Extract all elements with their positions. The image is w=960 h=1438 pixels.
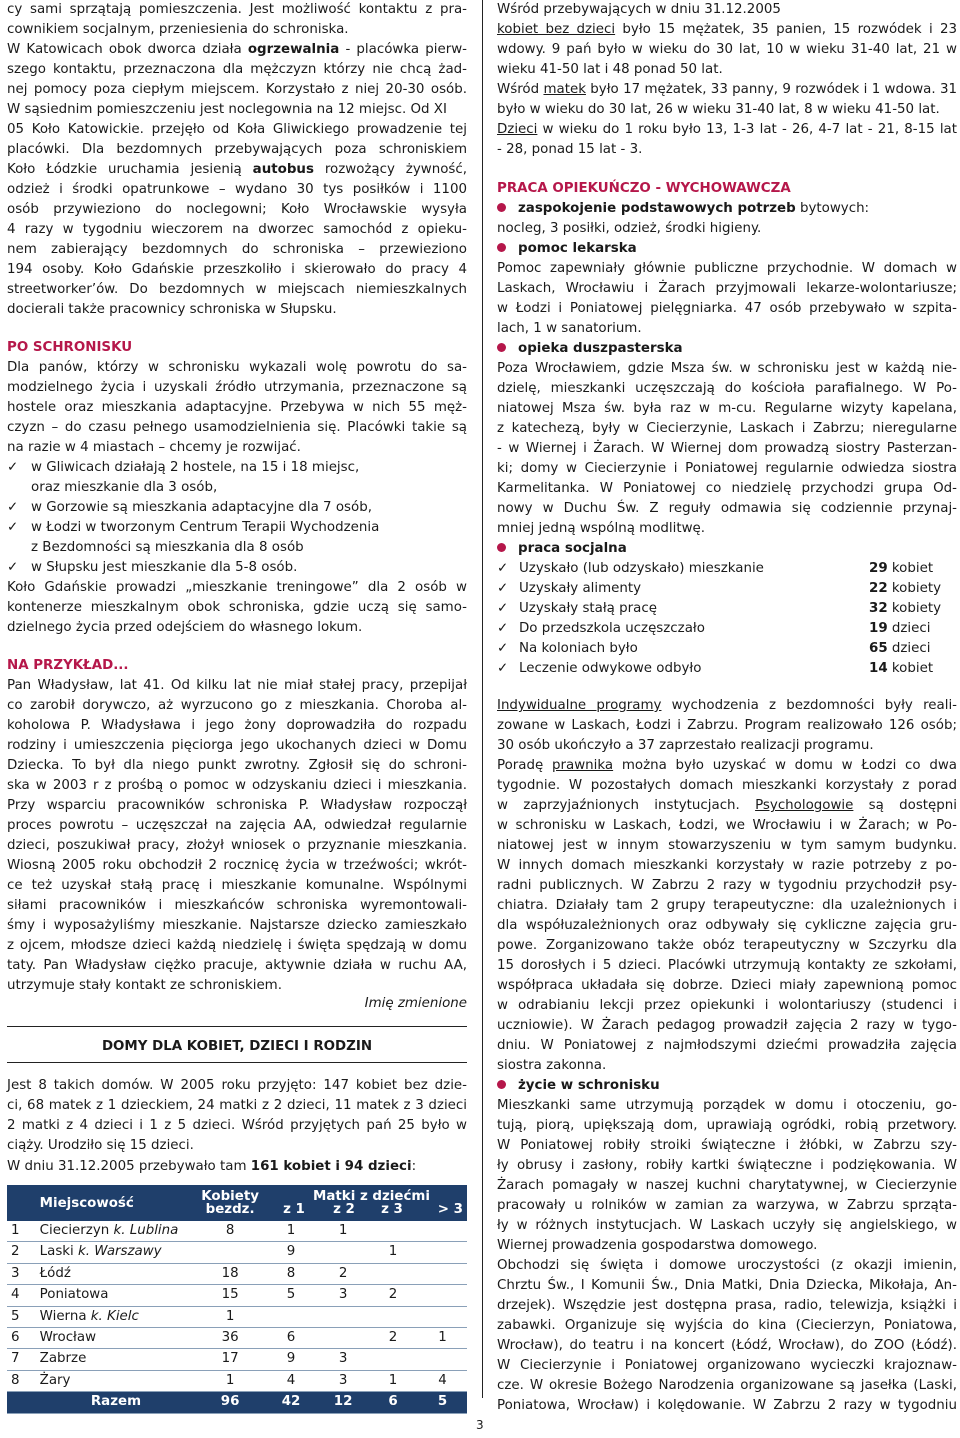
mothers-3-cell: [368, 1349, 418, 1370]
list-item: ✓ Uzyskało (lub odzyskało) mieszkanie 29 kobiet: [497, 559, 957, 579]
text-line: ce też uzyskał stałą pracę i mieszkanie komunalne. Wspólnymi: [7, 878, 467, 893]
mothers-gt3-cell: [418, 1285, 467, 1306]
text-line: ci, 68 matek z 1 dzieckiem, 24 matki z 2 dzieci, 11 matek z 3 dzieci: [7, 1098, 467, 1113]
text-line: Poradę prawnika można było uzyskać w domu w Łodzi co dwa: [497, 758, 958, 773]
text-line: hostele oraz mieszkania adaptacyjne. Przebywa w nich 55 męż-: [7, 400, 467, 415]
mothers-2-cell: 3: [318, 1349, 368, 1370]
text-line: tygodnie. W pozostałych domach mieszkanki korzystały z porad: [497, 778, 957, 793]
text-line: cownikiem socjalnym, przeniesienia do schroniska.: [7, 22, 349, 37]
page-number: 3: [476, 1418, 484, 1432]
mothers-3-cell: [368, 1263, 418, 1284]
header-city: Miejscowość: [36, 1185, 197, 1221]
list-item: ✓ Na koloniach było 65 dzieci: [497, 639, 957, 659]
row-number: 6: [7, 1328, 36, 1349]
text-line: było w wieku do 30 lat, 26 w wieku 31-40 lat, 8 w wieku 41-50 lat.: [497, 102, 940, 117]
table-row: [7, 1306, 467, 1327]
text-line: kontenerze mieszkalnym obok schroniska, gdzie uczą się samo-: [7, 600, 467, 615]
mothers-2-cell: 1: [318, 1221, 368, 1242]
row-number: 5: [7, 1306, 36, 1327]
table-row: [7, 1328, 467, 1349]
text-line: 30 osób ukończyło a 37 zaprzestało realizacji programu.: [497, 738, 874, 753]
city-cell: Zabrze: [36, 1349, 197, 1370]
text-line: utrzymuje stały kontakt ze schroniskiem.: [7, 978, 282, 993]
list-item: ✓ Uzyskały stałą pracę 32 kobiety: [497, 599, 957, 619]
table-total-row: [7, 1392, 467, 1413]
signature-note: Imię zmienione: [364, 996, 467, 1011]
text-line: Wśród matek było 17 mężatek, 33 panny, 9 rozwódek i 1 wdowa. 31: [497, 82, 957, 97]
text-line: koholowa P. Władysława i jego żony doprowadziła do rozpadu: [7, 718, 467, 733]
text-line: W sąsiednim pomieszczeniu jest noclegownia na 12 miejsc. Od XI: [7, 102, 447, 117]
text-line: powe. Zorganizowano także obóz terapeutyczny w Szczyrku dla: [497, 938, 957, 953]
text-line: tują, piorą, upiększają dom, uprawiają ogródki, robią przetwory.: [497, 1118, 957, 1133]
text-line: modzielnego życia i uzyskali źródło utrzymania, przeznaczone są: [7, 380, 467, 395]
section-heading: NA PRZYKŁAD...: [7, 658, 129, 673]
mothers-1-cell: 1: [264, 1221, 318, 1242]
mothers-1-cell: [264, 1306, 318, 1327]
total-cell: 6: [368, 1392, 418, 1413]
table-row: [7, 1285, 467, 1306]
mothers-3-cell: 2: [368, 1285, 418, 1306]
count: 14 kobiet: [869, 661, 934, 676]
bullet-item: praca socjalna: [497, 539, 957, 559]
text-line: pracowały u rolników w zamian za warzywa, w Zabrzu sprząta-: [497, 1198, 957, 1213]
row-number: 2: [7, 1242, 36, 1263]
list-item: oraz mieszkanie dla 3 osób,: [31, 480, 218, 495]
header-mothers: Matki z dziećmi z 1 z 2 z 3 > 3: [264, 1185, 467, 1221]
mothers-gt3-cell: [418, 1263, 467, 1284]
text-line: Chrztu Św., I Komunii Św., Dnia Matki, Dnia Dziecka, Mikołaja, An-: [497, 1278, 957, 1293]
total-cell: [7, 1392, 36, 1413]
text-line: zowane w Laskach, Łodzi i Zabrzu. Program realizowało 126 osób;: [497, 718, 957, 733]
total-cell: 5: [418, 1392, 467, 1413]
check-icon: ✓: [7, 560, 19, 575]
text-line: cy sami sprzątają pomieszczenia. Jest możliwość kontaktu z pra-: [7, 2, 467, 17]
text-line: dzieci, poszukiwał pracy, złożył wniosek o przyznanie mieszkania.: [7, 838, 467, 853]
women-cell: 15: [196, 1285, 264, 1306]
women-cell: 18: [196, 1263, 264, 1284]
text-line: Pan Władysław, lat 41. Od kilku lat nie miał stałej pracy, przepijał: [7, 678, 467, 693]
text-line: taty. Pan Władysław ciężko pracuje, aktywnie działa w ruchu AA,: [7, 958, 467, 973]
text-line: W Poniatowej robiły stroiki świąteczne i żłóbki, w Zabrzu szy-: [497, 1138, 957, 1153]
text-line: dzielę, mieszkanki uczęszczają do kościoła parafialnego. W Po-: [497, 381, 957, 396]
women-cell: [196, 1242, 264, 1263]
list-item: ✓ Uzyskały alimenty 22 kobiety: [497, 579, 957, 599]
list-item: ✓ Leczenie odwykowe odbyło 14 kobiet: [497, 659, 957, 679]
text-line: wdowy. 9 pań było w wieku do 30 lat, 10 w wieku 31-40 lat, 21 w: [497, 42, 957, 57]
text-line: Koło Łódzkie uruchamia jesienią autobus rozwożący żywność,: [7, 162, 467, 177]
city-cell: Poniatowa: [36, 1285, 197, 1306]
text-line: osób przywieziono do noclegowni; Koło Wrocławskie wysyła: [7, 202, 467, 217]
text-line: uczniowie). W Żarach pedagog prowadził zajęcia 2 razy w tygo-: [497, 1018, 957, 1033]
mothers-3-cell: [368, 1221, 418, 1242]
text-line: Poza Wrocławiem, gdzie Msza św. w schronisku jest w każdą nie-: [497, 361, 957, 376]
check-icon: ✓: [497, 581, 509, 596]
table-row: [7, 1242, 467, 1263]
mothers-2-cell: 3: [318, 1370, 368, 1391]
mothers-2-cell: [318, 1306, 368, 1327]
text-line: Dziecka. To był dla niego punkt zwrotny. Zgłosił się do schroni-: [7, 758, 467, 773]
women-cell: 8: [196, 1221, 264, 1242]
text-line: nem zabierający bezdomnych do schroniska – przewieziono: [7, 242, 467, 257]
text-line: proces powrotu – uczęszczał na zajęcia AA, odwiedzał regularnie: [7, 818, 467, 833]
text-line: z ojcem, młodsze dzieci każdą niedzielę i święta spędzają w domu: [7, 938, 467, 953]
count: 19 dzieci: [869, 621, 931, 636]
text-line: Laskach, Wrocławiu i Żarach przyjmowali lekarze-wolontariusze;: [497, 281, 957, 296]
mothers-3-cell: 1: [368, 1370, 418, 1391]
text-line: siostra zakonna.: [497, 1058, 607, 1073]
text-line: Żarach pomagały w naszej kuchni charytatywnej, w Ciecierzynie: [497, 1178, 957, 1193]
table-header-row: [7, 1185, 467, 1221]
count: 65 dzieci: [869, 641, 931, 656]
women-cell: 1: [196, 1306, 264, 1327]
text-line: 05 Koło Katowickie. przejęło od Koła Gliwickiego prowadzenie tej: [7, 122, 467, 137]
text-line: streetworker’ów. Do bezdomnych w miejscach niemieszkalnych: [7, 282, 467, 297]
bullet-item: opieka duszpasterska: [497, 339, 957, 359]
text-line: na razie w 4 miastach – chcemy je rozwijać.: [7, 440, 301, 455]
table-row: [7, 1370, 467, 1391]
text-line: Wiosną 2005 roku obchodził 2 rocznicę życia w trzeźwości; wkrót-: [7, 858, 467, 873]
city-cell: Wierna k. Kielc: [36, 1306, 197, 1327]
text-line: szego kontaktu, przeznaczona dla mężczyzn którzy nie chcą żad-: [7, 62, 467, 77]
count: 32 kobiety: [869, 601, 942, 616]
check-icon: ✓: [497, 641, 509, 656]
city-cell: Ciecierzyn k. Lublina: [36, 1221, 197, 1242]
text-line: placówki. Dla bezdomnych przebywających poza schroniskiem: [7, 142, 467, 157]
text-line: ki; domy w Ciecierzynie i Poniatowej regularnie odwiedza siostra: [497, 461, 957, 476]
text-line: 2 matki z 4 dzieci i 1 z 5 dzieci. Wśród przyjętych pań 25 było w: [7, 1118, 467, 1133]
bullet-item: pomoc lekarska: [497, 239, 957, 259]
text-line: chiatra. Działały tam 2 grupy terapeutyczne: dla uzależnionych i: [497, 898, 957, 913]
text-line: Jest 8 takich domów. W 2005 roku przyjęto: 147 kobiet bez dzie-: [7, 1078, 467, 1093]
city-cell: Laski k. Warszawy: [36, 1242, 197, 1263]
bullet-item: zaspokojenie podstawowych potrzeb bytowych:: [497, 199, 957, 219]
mothers-gt3-cell: [418, 1306, 467, 1327]
bullet-item: życie w schronisku: [497, 1076, 957, 1096]
mothers-1-cell: 8: [264, 1263, 318, 1284]
bullet-icon: [497, 543, 506, 552]
total-cell: 42: [264, 1392, 318, 1413]
section-heading: PO SCHRONISKU: [7, 340, 133, 355]
text-line: niatowej Msza św. była raz w m-cu. Regularne wizyty kapelana,: [497, 401, 957, 416]
text-line: Wśród przebywających w dniu 31.12.2005: [497, 2, 781, 17]
box-border-bottom: [7, 1062, 467, 1063]
text-line: Pomoc zapewniały głównie publiczne przychodnie. W domach w: [497, 261, 957, 276]
text-line: ły w różnych instytucjach. W Laskach uczyły się angielskiego, w: [497, 1218, 957, 1233]
text-line: 4 razy w tygodniu wieczorem na dworzec samochód z opieku-: [7, 222, 467, 237]
count: 29 kobiet: [869, 561, 934, 576]
text-line: Indywidualne programy wychodzenia z bezdomności były reali-: [497, 698, 957, 713]
text-line: Wrocław), do teatru i na koncert (Łódź, Wrocław), do ZOO (Łódź).: [497, 1338, 957, 1353]
text-line: mniej jedną wspólną modlitwę.: [497, 521, 706, 536]
mothers-1-cell: 9: [264, 1242, 318, 1263]
text-line: 194 osoby. Koło Gdańskie przeszkoliło i skierowało do pracy 4: [7, 262, 467, 277]
women-cell: 36: [196, 1328, 264, 1349]
list-item: ✓ w Gliwicach działają 2 hostele, na 15 i 18 miejsc,: [7, 458, 467, 478]
check-icon: ✓: [497, 561, 509, 576]
text-line: ska w 2003 r z prośbą o pomoc w odzyskaniu dzieci i mieszkania.: [7, 778, 467, 793]
mothers-1-cell: 4: [264, 1370, 318, 1391]
text-line: dla współuzależnionych oraz odbywały się cykliczne zajęcia gru-: [497, 918, 957, 933]
text-line: siłami pracowników i mieszkańców schroniska wyremontowali-: [7, 898, 467, 913]
mothers-3-cell: 1: [368, 1242, 418, 1263]
bullet-icon: [497, 243, 506, 252]
text-line: w zaprzyjaźnionych instytucjach. Psychologowie są dostępni: [497, 798, 957, 813]
table-row: [7, 1263, 467, 1284]
text-line: nej pomocy poza ciepłym miejscem. Korzystało z niej 20-30 osób.: [7, 82, 467, 97]
text-line: lach, 1 w sanatorium.: [497, 321, 642, 336]
text-line: dniu. W Poniatowej z najmłodszymi dziećmi prowadziła zajęcia: [497, 1038, 957, 1053]
total-cell: 96: [196, 1392, 264, 1413]
row-number: 1: [7, 1221, 36, 1242]
text-line: W Ciecierzynie i Poniatowej organizowano wycieczki krajoznaw-: [497, 1358, 957, 1373]
text-line: W Katowicach obok dworca działa ogrzewalnia - placówka pierw-: [7, 42, 467, 57]
text-line: zabawki. Organizuje się wyjścia do kina (Ciecierzyn, Poniatowa,: [497, 1318, 957, 1333]
homes-table: [7, 1185, 467, 1414]
list-item: ✓ Do przedszkola uczęszczało 19 dzieci: [497, 619, 957, 639]
text-line: W dniu 31.12.2005 przebywało tam 161 kobiet i 94 dzieci:: [7, 1159, 417, 1174]
text-line: współpraca układała się dobrze. Dzieci miały zapewnioną pomoc: [497, 978, 957, 993]
text-line: Koło Gdańskie prowadzi „mieszkanie treningowe” dla 2 osób w: [7, 580, 467, 595]
text-line: w schronisku w Laskach, Łodzi, we Wrocławiu i w Żarach; w Po-: [497, 818, 957, 833]
text-line: Dzieci w wieku do 1 roku było 13, 1-3 lat - 26, 4-7 lat - 21, 8-15 lat: [497, 122, 957, 137]
mothers-gt3-cell: 4: [418, 1370, 467, 1391]
row-number: 7: [7, 1349, 36, 1370]
text-line: Dla panów, którzy w schronisku wykazali wolę powrotu do sa-: [7, 360, 467, 375]
city-cell: Łódź: [36, 1263, 197, 1284]
text-line: kobiet bez dzieci było 15 mężatek, 35 panien, 15 rozwódek i 23: [497, 22, 958, 37]
mothers-gt3-cell: [418, 1349, 467, 1370]
text-line: w Łodzi i Poniatowej pielęgniarka. 47 osób przebywało w szpita-: [497, 301, 957, 316]
mothers-gt3-cell: [418, 1242, 467, 1263]
list-item: z Bezdomności są mieszkania dla 8 osób: [31, 540, 304, 555]
text-line: drzejek). Wszędzie jest dostępna prasa, radio, telewizja, książki i: [497, 1298, 957, 1313]
list-item: ✓ w Łodzi w tworzonym Centrum Terapii Wychodzenia: [7, 518, 467, 538]
check-icon: ✓: [497, 621, 509, 636]
bullet-icon: [497, 203, 506, 212]
women-cell: 17: [196, 1349, 264, 1370]
check-icon: ✓: [497, 601, 509, 616]
text-line: Poniatowa, Wrocław) i kolędowanie. W Zabrzu 2 razy w tygodniu: [497, 1398, 957, 1413]
mothers-1-cell: 5: [264, 1285, 318, 1306]
header-women: Kobiety bezdz.: [196, 1185, 264, 1221]
check-icon: ✓: [7, 500, 19, 515]
text-line: śmy i wyposażyliśmy mieszkanie. Najstarsze dziecko zamieszkało: [7, 918, 467, 933]
text-line: radni publicznych. W Zabrzu 2 razy w tygodniu przychodził psy-: [497, 878, 957, 893]
text-line: Wiernej prowadzenia gospodarstwa domowego.: [497, 1238, 818, 1253]
check-icon: ✓: [7, 460, 19, 475]
row-number: 3: [7, 1263, 36, 1284]
section-box-title: DOMY DLA KOBIET, DZIECI I RODZIN: [101, 1039, 373, 1054]
text-line: wieku 41-50 lat i 48 ponad 50 lat.: [497, 62, 723, 77]
text-line: W innych domach mieszkanki korzystały w razie potrzeby z po-: [497, 858, 957, 873]
text-line: Mieszkanki same utrzymują porządek w domu i otoczeniu, go-: [497, 1098, 957, 1113]
mothers-2-cell: [318, 1328, 368, 1349]
list-item: ✓ w Słupsku jest mieszkanie dla 5-8 osób.: [7, 558, 467, 578]
row-number: 4: [7, 1285, 36, 1306]
mothers-2-cell: 3: [318, 1285, 368, 1306]
text-line: ciąży. Urodziło się 15 dzieci.: [7, 1138, 194, 1153]
text-line: rodziny i umieszczenia pięciorga jego ukochanych dzieci w Domu: [7, 738, 467, 753]
women-cell: 1: [196, 1370, 264, 1391]
check-icon: ✓: [7, 520, 19, 535]
mothers-1-cell: 6: [264, 1328, 318, 1349]
section-heading: PRACA OPIEKUŃCZO - WYCHOWAWCZA: [497, 181, 791, 196]
column-divider: [482, 0, 483, 1398]
text-line: Karmelitanka. W Poniatowej co niedzielę przychodzi grupa Od-: [497, 481, 957, 496]
text-line: Obchodzi się święta i domowe uroczystości (z okazji imienin,: [497, 1258, 957, 1273]
text-line: - 28, ponad 15 lat - 3.: [497, 142, 643, 157]
text-line: odzież i środki opatrunkowe – wydano 30 tys posiłków i 1100: [7, 182, 467, 197]
box-border-top: [7, 1026, 467, 1027]
text-line: Przy wsparciu pracowników schroniska P. Władysław rozpoczął: [7, 798, 467, 813]
text-line: dzielnego życia przed odejściem do własnego lokum.: [7, 620, 363, 635]
text-line: docierali także pracownicy schroniska w Słupsku.: [7, 302, 337, 317]
check-icon: ✓: [497, 661, 509, 676]
city-cell: Wrocław: [36, 1328, 197, 1349]
text-line: z katechezą, były w Ciecierzynie, Laskach i Zabrzu; nieregularne: [497, 421, 957, 436]
text-line: ły obrusy i zasłony, robiły kartki świąteczne i podziękowania. W: [497, 1158, 957, 1173]
bullet-icon: [497, 343, 506, 352]
count: 22 kobiety: [869, 581, 942, 596]
table-row: [7, 1221, 467, 1242]
text-line: czyzn – do czasu pełnego usamodzielnienia się. Placówki takie są: [7, 420, 467, 435]
mothers-3-cell: [368, 1306, 418, 1327]
text-line: niatowej jest w innym stowarzyszeniu w tym samym budynku.: [497, 838, 957, 853]
text-line: nowy w Duchu Św. Z reguły odmawia się codziennie przynaj-: [497, 501, 957, 516]
text-line: nocleg, 3 posiłki, odzież, środki higieny.: [497, 221, 762, 236]
bullet-icon: [497, 1080, 506, 1089]
text-line: - w Wiernej i Żarach. W Wiernej dom prowadzą siostry Pasterzan-: [497, 441, 957, 456]
mothers-1-cell: 9: [264, 1349, 318, 1370]
mothers-gt3-cell: [418, 1221, 467, 1242]
table-row: [7, 1349, 467, 1370]
text-line: w odrabianiu lekcji przez opiekunki i wolontariuszy (studenci i: [497, 998, 957, 1013]
city-cell: Żary: [36, 1370, 197, 1391]
row-number: 8: [7, 1370, 36, 1391]
total-cell: Razem: [36, 1392, 197, 1413]
list-item: ✓ w Gorzowie są mieszkania adaptacyjne dla 7 osób,: [7, 498, 467, 518]
total-cell: 12: [318, 1392, 368, 1413]
text-line: cze. W okresie Bożego Narodzenia organizowane są jasełka (Laski,: [497, 1378, 957, 1393]
mothers-gt3-cell: 1: [418, 1328, 467, 1349]
mothers-2-cell: 2: [318, 1263, 368, 1284]
mothers-2-cell: [318, 1242, 368, 1263]
text-line: co zarobił dorywczo, aż wyrzucono go z mieszkania. Choroba al-: [7, 698, 467, 713]
text-line: 15 dorosłych i 5 dzieci. Placówki utrzymują kontakty ze szkołami,: [497, 958, 957, 973]
mothers-3-cell: 2: [368, 1328, 418, 1349]
